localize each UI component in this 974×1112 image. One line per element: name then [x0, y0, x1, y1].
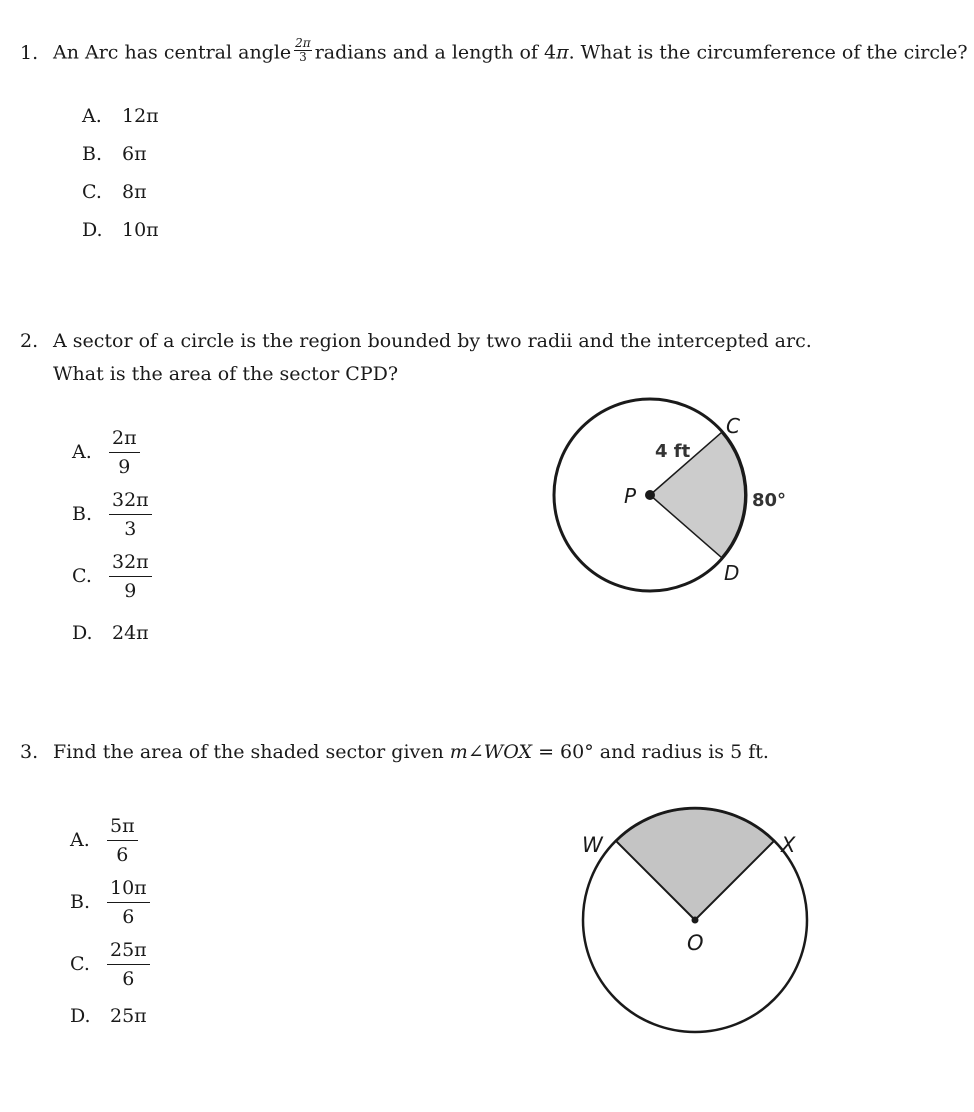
question-1-pi: π [556, 41, 569, 64]
question-2-line-1-text: A sector of a circle is the region bounded by two radii and the intercepted arc. [53, 330, 812, 352]
question-3-text [20, 740, 769, 764]
choice-value: 24π [112, 622, 149, 644]
question-2-choice-d[interactable] [72, 621, 149, 645]
choice-letter: A. [70, 828, 90, 851]
choice-letter: D. [70, 1005, 91, 1027]
question-2-line-2: What is the area of the sector CPD? [53, 363, 399, 385]
choice-value: 6π [122, 143, 147, 165]
question-2-line-1 [20, 329, 812, 353]
question-2-choice-b[interactable] [72, 486, 155, 543]
question-1-text-before: An Arc has central angle [53, 41, 292, 64]
choice-letter: C. [82, 181, 102, 203]
question-3-degrees: 60° [560, 741, 594, 763]
choice-letter: D. [82, 219, 103, 241]
question-2-number: 2. [20, 330, 39, 352]
choice-fraction [109, 424, 140, 481]
choice-value: 10π [122, 219, 159, 241]
choice-fraction [107, 812, 138, 869]
fraction-numerator: 25π [107, 936, 150, 965]
question-3-choice-b[interactable] [70, 874, 153, 931]
fraction-numerator: 5π [107, 812, 138, 841]
choice-letter: B. [72, 502, 93, 525]
choice-value: 12π [122, 105, 159, 127]
question-1-text-end: . What is the circumference of the circle? [568, 41, 968, 64]
question-3-choice-a[interactable] [70, 812, 141, 869]
label-o: O [687, 931, 704, 955]
sector-cpd-figure [548, 395, 808, 600]
question-3-choice-c[interactable] [70, 936, 153, 993]
question-1-choice-c[interactable] [82, 180, 147, 204]
label-x: X [781, 833, 796, 857]
choice-fraction [109, 548, 152, 605]
choice-letter: D. [72, 622, 93, 644]
question-3-equals: = [532, 741, 561, 763]
choice-fraction [109, 486, 152, 543]
label-angle: 80° [752, 490, 787, 511]
question-1-number: 1. [20, 41, 39, 64]
question-1-fraction-denominator: 3 [299, 50, 307, 64]
fraction-denominator: 9 [124, 580, 137, 602]
label-radius: 4 ft [655, 441, 691, 462]
question-3-choice-d[interactable] [70, 1004, 147, 1028]
question-1-choice-a[interactable] [82, 104, 159, 128]
question-1-choice-b[interactable] [82, 142, 147, 166]
center-point-o [692, 917, 699, 924]
choice-value: 8π [122, 181, 147, 203]
fraction-denominator: 6 [122, 906, 135, 928]
choice-letter: C. [70, 952, 90, 975]
choice-letter: A. [82, 105, 102, 127]
choice-fraction [107, 874, 150, 931]
question-3-text-before: Find the area of the shaded sector given [53, 741, 450, 763]
choice-value: 25π [110, 1005, 147, 1027]
fraction-denominator: 3 [124, 518, 137, 540]
choice-fraction [107, 936, 150, 993]
center-point-p [645, 490, 655, 500]
label-p: P [624, 484, 637, 508]
question-3-text-after: and radius is 5 ft. [593, 741, 769, 763]
question-3-angle-expression: m∠WOX [449, 741, 533, 763]
question-3-number: 3. [20, 741, 39, 763]
question-2-choice-c[interactable] [72, 548, 155, 605]
question-1-text-after: radians and a length of 4 [314, 41, 557, 64]
question-1-choice-d[interactable] [82, 218, 159, 242]
choice-letter: B. [82, 143, 103, 165]
question-1-fraction-numerator: 2π [295, 36, 311, 50]
fraction-numerator: 32π [109, 486, 152, 515]
label-w: W [582, 833, 603, 857]
question-1-text [20, 36, 968, 67]
fraction-numerator: 2π [109, 424, 140, 453]
choice-letter: C. [72, 564, 92, 587]
fraction-denominator: 6 [122, 968, 135, 990]
choice-letter: A. [72, 440, 92, 463]
sector-wox-figure [575, 800, 820, 1040]
fraction-denominator: 9 [118, 456, 131, 478]
label-d: D [724, 561, 740, 585]
question-1-angle-fraction [294, 37, 312, 64]
label-c: C [726, 414, 740, 438]
question-2-choice-a[interactable] [72, 424, 143, 481]
fraction-numerator: 10π [107, 874, 150, 903]
fraction-numerator: 32π [109, 548, 152, 577]
choice-letter: B. [70, 890, 91, 913]
fraction-denominator: 6 [116, 844, 129, 866]
